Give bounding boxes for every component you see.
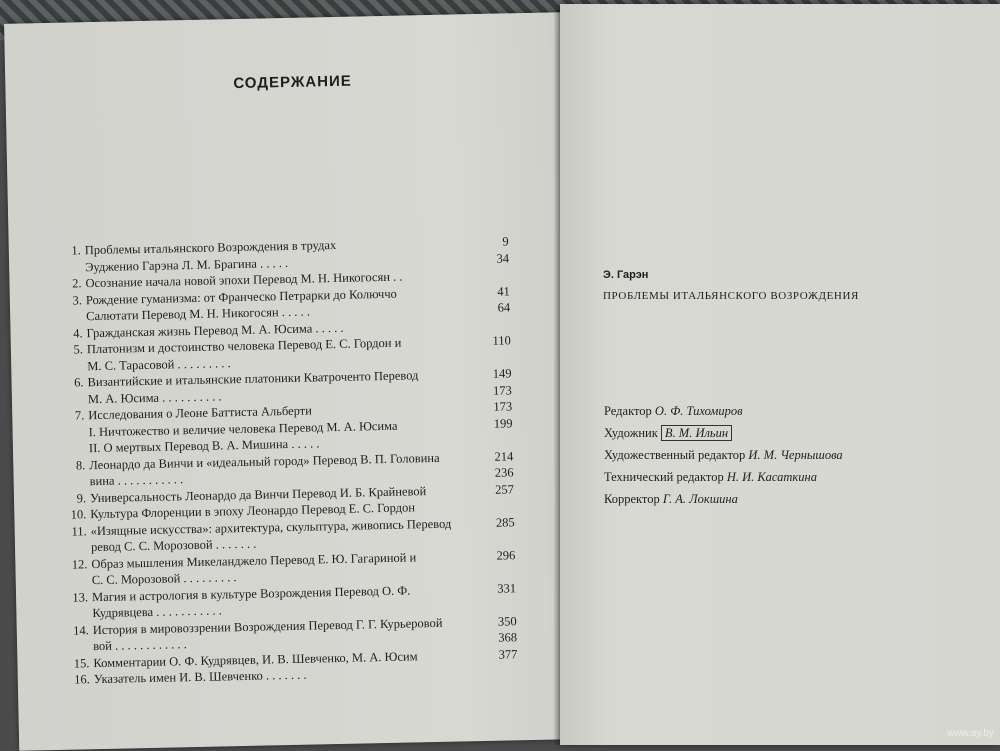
toc-number: 5. [73,342,84,357]
credits-list [604,400,843,510]
toc-text: Указатель имен И. В. Шевченко . . . . . . . [93,667,307,687]
credit-role: Технический редактор [604,470,724,484]
toc-number: 12. [71,556,88,572]
toc-number [61,473,85,474]
toc-number: 3. [72,292,83,308]
toc-text: ревод С. С. Морозовой . . . . . . . [90,536,257,555]
credit-role: Художник [604,426,658,440]
toc-page-number: 41 [497,283,510,299]
toc-text: «Изящные искусства»: архитектура, скульптура, живопись Перевод [90,516,452,538]
contents-title: СОДЕРЖАНИЕ [233,72,352,93]
toc-number [59,358,83,359]
toc-number [64,572,88,573]
toc-text: вина . . . . . . . . . . . [89,472,184,489]
table-of-contents [57,233,518,688]
toc-page-number [475,563,515,564]
toc-text: Византийские и итальянские платоники Кватроченто Перевод [87,368,419,390]
toc-page-number: 368 [498,630,518,645]
credit-person: Н. И. Касаткина [726,470,817,484]
left-page-contents [4,12,581,751]
toc-text: Комментарии О. Ф. Кудрявцев, И. В. Шевченко, М. А. Юсим [93,648,418,670]
toc-page-number: 377 [498,646,518,662]
credit-artist [604,422,843,444]
toc-text: Осознание начала новой эпохи Перевод М. Н. Никогосян . . [85,269,403,291]
toc-text: Проблемы итальянского Возрождения в трудах [84,237,337,258]
toc-number: 14. [73,622,89,638]
toc-number: 2. [71,276,82,291]
toc-page-number: 350 [497,613,517,629]
toc-number: 6. [74,375,84,390]
toc-page-number: 257 [495,481,515,497]
toc-page-number: 214 [494,448,514,464]
watermark: www.ay.by [946,728,994,739]
toc-number: 10. [70,507,87,522]
toc-text: Исследования о Леоне Баттиста Альберти [88,403,312,423]
author-name: Э. Гарэн [603,269,649,281]
toc-text: II. О мертвых Перевод В. А. Мишина . . . . . [88,436,320,456]
toc-page-number: 296 [496,547,516,563]
toc-number: 13. [72,589,89,605]
toc-number: 4. [73,325,83,341]
toc-text: Леонардо да Винчи и «идеальный город» Перевод В. П. Головина [89,450,440,472]
toc-text: I. Ничтожество и величие человека Перевод М. А. Юсима [88,418,398,439]
toc-number [63,539,87,540]
toc-page-number: 9 [502,234,509,249]
toc-number [58,308,82,309]
toc-page-number [470,316,510,317]
toc-page-number: 199 [493,415,513,431]
toc-number [64,605,88,606]
toc-text: Салютати Перевод М. Н. Никогосян . . . . . [86,304,311,324]
toc-text: С. С. Морозовой . . . . . . . . . [91,570,237,588]
toc-text: Эудженио Гарэна Л. М. Брагина . . . . . [85,255,289,274]
toc-page-number: 285 [495,514,515,530]
credit-role: Корректор [604,492,660,506]
toc-page-number: 331 [497,580,517,596]
toc-text: Кудрявцева . . . . . . . . . . . [92,603,222,621]
toc-page-number [469,266,509,267]
credit-art-editor [604,444,843,466]
toc-text: М. С. Тарасовой . . . . . . . . . [87,355,231,373]
credit-editor [604,400,843,422]
toc-page-number [471,349,511,350]
toc-page-number: 173 [493,399,513,414]
credit-proofreader [604,488,843,510]
book-title: ПРОБЛЕМЫ ИТАЛЬЯНСКОГО ВОЗРОЖДЕНИЯ [603,290,859,302]
toc-text: Образ мышления Микеланджело Перевод Е. Ю. Гагариной и [91,549,417,571]
toc-text: История в мировоззрении Возрождения Перевод Г. Г. Курьеровой [92,615,443,637]
toc-page-number [476,596,516,597]
toc-number [60,424,84,425]
toc-page-number: 149 [492,366,512,381]
toc-page-number: 110 [492,333,511,348]
toc-page-number: 64 [497,300,511,315]
toc-number: 9. [76,490,87,505]
toc-number [60,391,84,392]
toc-text: Культура Флоренции в эпоху Леонардо Перевод Е. С. Гордон [90,500,416,522]
toc-page-number: 173 [492,382,512,398]
toc-number [57,259,81,260]
credit-person: Г. А. Локшина [662,492,738,506]
credit-role: Художественный редактор [604,448,746,462]
toc-number [61,440,85,441]
toc-text: Рождение гуманизма: от Франческо Петрарки до Колюччо [85,286,397,307]
toc-text: Универсальность Леонардо да Винчи Перевод И. Б. Крайневой [89,483,427,505]
toc-text: вой . . . . . . . . . . . . [92,637,188,654]
credit-person: О. Ф. Тихомиров [654,404,743,418]
toc-text: Платонизм и достоинство человека Перевод Е. С. Гордон и [86,335,402,357]
toc-page-number [473,431,513,432]
credit-person-boxed: В. М. Ильин [661,425,732,441]
toc-page-number [478,662,518,663]
toc-page-number: 236 [494,465,514,480]
toc-number: 11. [71,523,87,539]
toc-text: Гражданская жизнь Перевод М. А. Юсима . . . . . [86,320,344,340]
right-page-imprint [560,4,1000,745]
toc-text: Магия и астрология в культуре Возрождения Перевод О. Ф. [91,583,411,604]
toc-page-number [474,497,514,498]
credit-role: Редактор [604,404,652,418]
credit-person: И. М. Чернышова [748,448,843,462]
toc-number: 15. [73,655,90,671]
toc-text: М. А. Юсима . . . . . . . . . . [87,388,222,406]
credit-tech-editor [604,466,843,488]
toc-number [65,638,89,639]
toc-page-number [475,530,515,531]
toc-number: 1. [71,243,81,258]
toc-page-number: 34 [496,250,510,266]
toc-number: 8. [75,457,86,472]
toc-number: 16. [74,672,90,687]
toc-number: 7. [74,408,85,423]
